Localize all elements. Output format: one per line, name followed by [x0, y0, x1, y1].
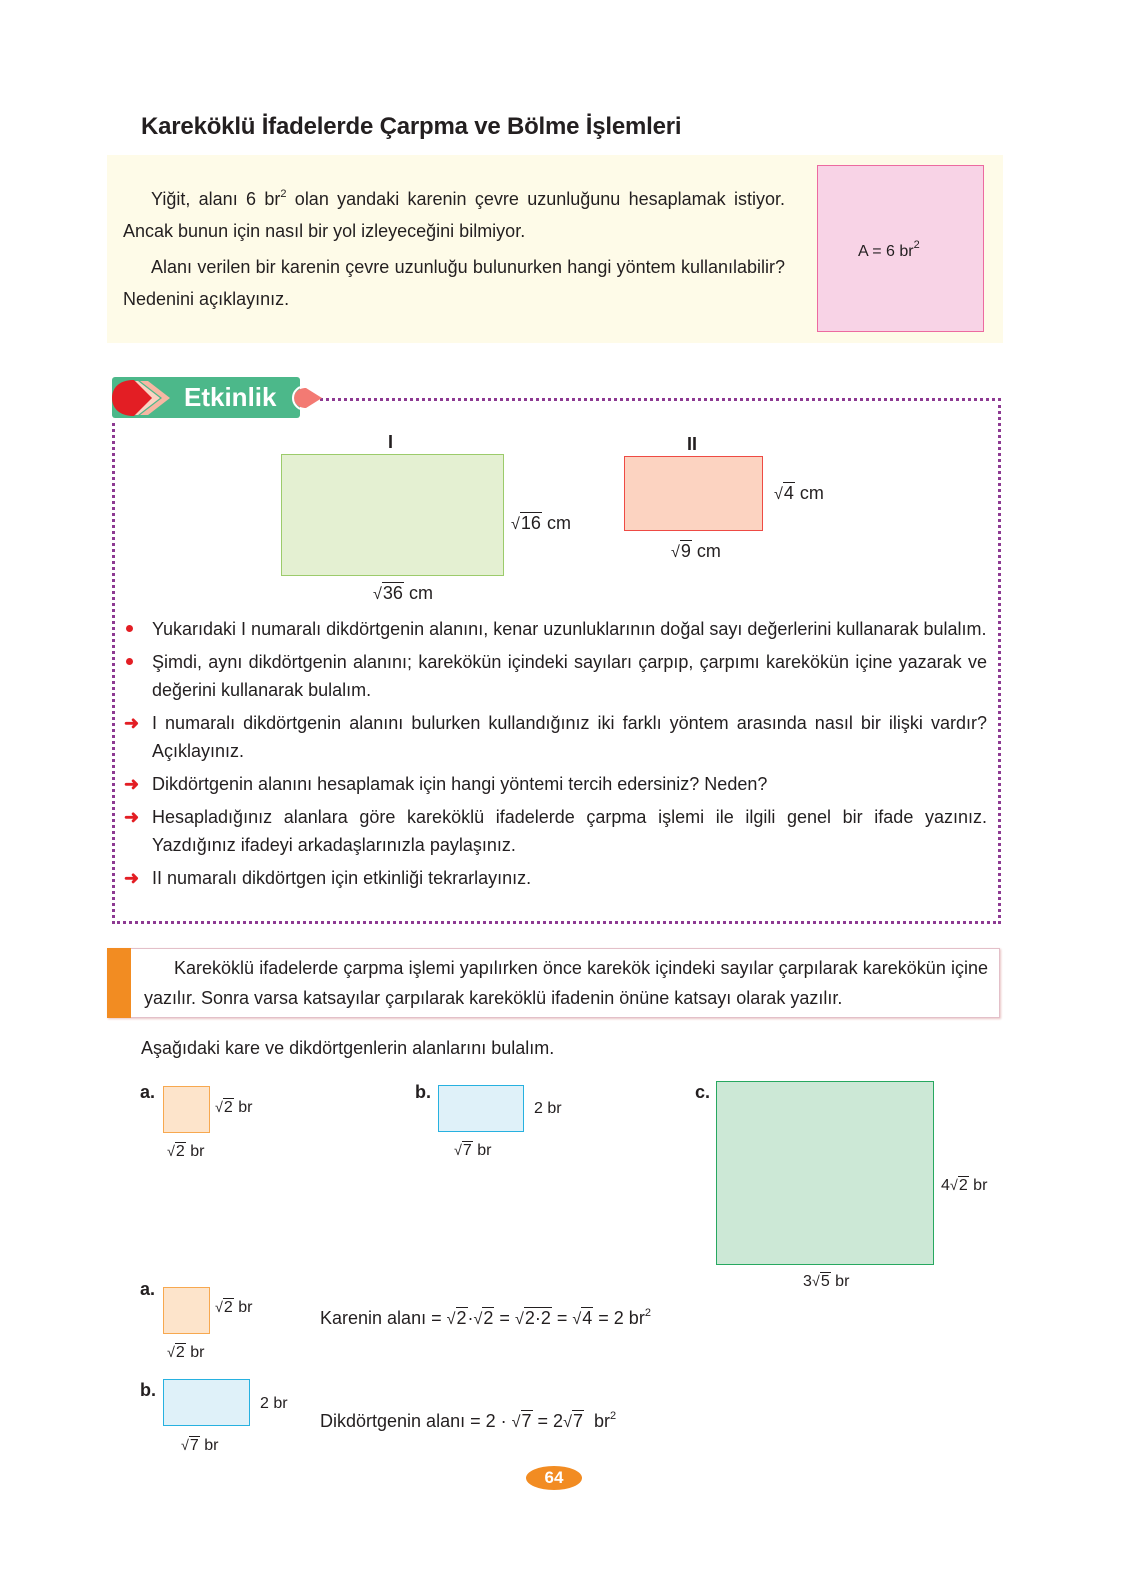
- radicand: 7: [189, 1437, 199, 1454]
- radicand: 36: [382, 583, 403, 603]
- unit: br: [477, 1142, 492, 1159]
- equation-result: = 2 br: [598, 1308, 645, 1328]
- square-area-text: A = 6 br: [858, 243, 914, 260]
- activity-title: Etkinlik: [184, 382, 277, 412]
- problem-a-bottom-label: [167, 1143, 205, 1161]
- page-title: Kareköklü İfadelerde Çarpma ve Bölme İşlemleri: [141, 113, 682, 140]
- square-area-label: [858, 239, 920, 261]
- solution-a-letter: a.: [140, 1279, 156, 1299]
- radicand: 4: [783, 483, 794, 503]
- page-number: 64: [526, 1466, 582, 1490]
- sqrt-symbol: √9: [671, 541, 691, 561]
- arrow-right-icon: ➜: [124, 713, 140, 733]
- unit: br: [238, 1099, 253, 1116]
- radicand: 7: [462, 1142, 472, 1159]
- step-text: I numaralı dikdörtgenin alanını bulurken kullandığınız iki farklı yöntem arasında nasıl bir ilişki vardır? Açıklayınız.: [152, 713, 987, 761]
- radicand: 2: [175, 1344, 185, 1361]
- problem-b-bottom-label: [454, 1142, 492, 1160]
- unit: br: [835, 1273, 850, 1290]
- rect1-bottom-label: [373, 583, 433, 604]
- radicand: 2: [223, 1099, 233, 1116]
- step-text: Yukarıdaki I numaralı dikdörtgenin alanını, kenar uzunluklarının doğal sayı değerlerini kullanarak bulalım.: [152, 619, 987, 639]
- unit: br: [973, 1177, 988, 1194]
- problem-b-rectangle: [438, 1085, 524, 1132]
- problem-c-side-label: [941, 1177, 987, 1195]
- unit: cm: [408, 583, 433, 603]
- solution-b-side-label: 2 br: [260, 1395, 288, 1412]
- problem-a-letter: a.: [140, 1082, 156, 1102]
- sqrt-symbol: √5: [811, 1273, 830, 1290]
- rectangle-1: [281, 454, 504, 576]
- sqrt-symbol: √2: [215, 1299, 233, 1316]
- problem-b-side-label: 2 br: [534, 1100, 562, 1117]
- rule-accent-bar: [107, 948, 131, 1018]
- problem-a-square: [163, 1086, 210, 1133]
- step-item: [124, 615, 987, 643]
- step-item: [124, 864, 987, 892]
- problem-c-letter: c.: [695, 1082, 711, 1102]
- unit: br: [238, 1299, 253, 1316]
- superscript: 2: [644, 1307, 651, 1319]
- bullet-dot-icon: [126, 658, 133, 665]
- activity-steps: [124, 615, 987, 897]
- equation-label: Dikdörtgenin alanı = 2 ·: [320, 1411, 507, 1431]
- step-text: Dikdörtgenin alanını hesaplamak için hangi yöntemi tercih edersiniz? Neden?: [152, 774, 768, 794]
- unit: cm: [546, 513, 571, 533]
- coefficient: 4: [941, 1177, 950, 1194]
- step-item: [124, 709, 987, 765]
- unit: cm: [696, 541, 721, 561]
- superscript: 2: [913, 239, 920, 251]
- solution-b-equation: Dikdörtgenin alanı = 2 · √7 = 2√7 $br^2$: [320, 1410, 617, 1431]
- sqrt-symbol: √4: [774, 483, 794, 503]
- task-instruction: Aşağıdaki kare ve dikdörtgenlerin alanlarını bulalım.: [141, 1038, 555, 1058]
- problem-b-letter: b.: [415, 1082, 431, 1102]
- intro-text: [123, 183, 785, 319]
- solution-a-square: [163, 1287, 210, 1334]
- problem-c-rectangle: [716, 1081, 934, 1265]
- rect1-label: I: [388, 432, 394, 452]
- superscript: 2: [280, 188, 287, 200]
- sqrt-symbol: √16: [511, 513, 541, 533]
- activity-top-border: [320, 398, 1001, 401]
- radicand: 16: [520, 513, 541, 533]
- rectangle-2: [624, 456, 763, 531]
- rect2-label: II: [687, 434, 698, 454]
- unit: br: [190, 1344, 205, 1361]
- solution-b-rectangle: [163, 1379, 250, 1426]
- solution-b-bottom-label: [181, 1437, 219, 1455]
- step-item: [124, 648, 987, 704]
- sqrt-symbol: √7: [181, 1437, 199, 1454]
- arrow-right-icon: ➜: [124, 774, 140, 794]
- intro-p1-end: olan yandaki karenin çevre uzunluğunu hesaplamak istiyor. Ancak bunun için nasıl bir yol izleyeceğini bilmiyor.: [123, 189, 785, 241]
- sqrt-symbol: √2: [167, 1143, 185, 1160]
- step-text: Şimdi, aynı dikdörtgenin alanını; karekökün içindeki sayıları çarpıp, çarpımı karekökün içine yazarak ve değerini kullanarak bulalım.: [152, 652, 987, 700]
- step-text: Hesapladığınız alanlara göre kareköklü ifadelerde çarpma işlemi ile ilgili genel bir ifade yazınız. Yazdığınız ifadeyi arkadaşlarınızla paylaşınız.: [152, 807, 987, 855]
- solution-a-equation: Karenin alanı = √2·√2 = √2·2 = √4 = 2 $br^2$: [320, 1307, 651, 1328]
- intro-p1-start: Yiğit, alanı 6 br: [151, 189, 281, 209]
- solution-b-letter: b.: [140, 1380, 156, 1400]
- step-text: II numaralı dikdörtgen için etkinliği tekrarlayınız.: [152, 868, 532, 888]
- radicand: 2: [175, 1143, 185, 1160]
- rule-paragraph: Kareköklü ifadelerde çarpma işlemi yapılırken önce karekök içindeki sayılar çarpılarak karekökün içine yazılır. Sonra varsa katsayılar çarpılarak kareköklü ifadenin önüne katsayı olarak yazılır.: [144, 958, 988, 1008]
- radicand: 2: [223, 1299, 233, 1316]
- equation-label: Karenin alanı =: [320, 1308, 442, 1328]
- unit: br: [593, 1411, 610, 1431]
- arrow-right-icon: ➜: [124, 868, 140, 888]
- unit: br: [204, 1437, 219, 1454]
- radicand: 5: [820, 1273, 830, 1290]
- unit: br: [190, 1143, 205, 1160]
- problem-c-bottom-label: [803, 1273, 849, 1291]
- problem-a-side-label: [215, 1099, 253, 1117]
- step-item: [124, 770, 987, 798]
- intro-paragraph-2: Alanı verilen bir karenin çevre uzunluğu bulunurken hangi yöntem kullanılabilir? Nedenini açıklayınız.: [123, 257, 785, 309]
- step-item: [124, 803, 987, 859]
- rect2-bottom-label: [671, 541, 721, 562]
- intro-paragraph-1: [123, 183, 785, 247]
- radicand: 9: [680, 541, 691, 561]
- solution-a-bottom-label: [167, 1344, 205, 1362]
- solution-a-side-label: [215, 1299, 253, 1317]
- coefficient: 3: [803, 1273, 812, 1290]
- rect1-side-label: [511, 513, 571, 534]
- arrow-right-icon: ➜: [124, 807, 140, 827]
- superscript: 2: [610, 1410, 617, 1422]
- rule-text: [144, 953, 988, 1013]
- unit: cm: [799, 483, 824, 503]
- sqrt-symbol: √2: [167, 1344, 185, 1361]
- sqrt-symbol: √7: [454, 1142, 472, 1159]
- sqrt-symbol: √36: [373, 583, 403, 603]
- sqrt-symbol: √2: [949, 1177, 968, 1194]
- rect2-side-label: [774, 483, 824, 504]
- bullet-dot-icon: [126, 625, 133, 632]
- sqrt-symbol: √2: [215, 1099, 233, 1116]
- radicand: 2: [958, 1177, 968, 1194]
